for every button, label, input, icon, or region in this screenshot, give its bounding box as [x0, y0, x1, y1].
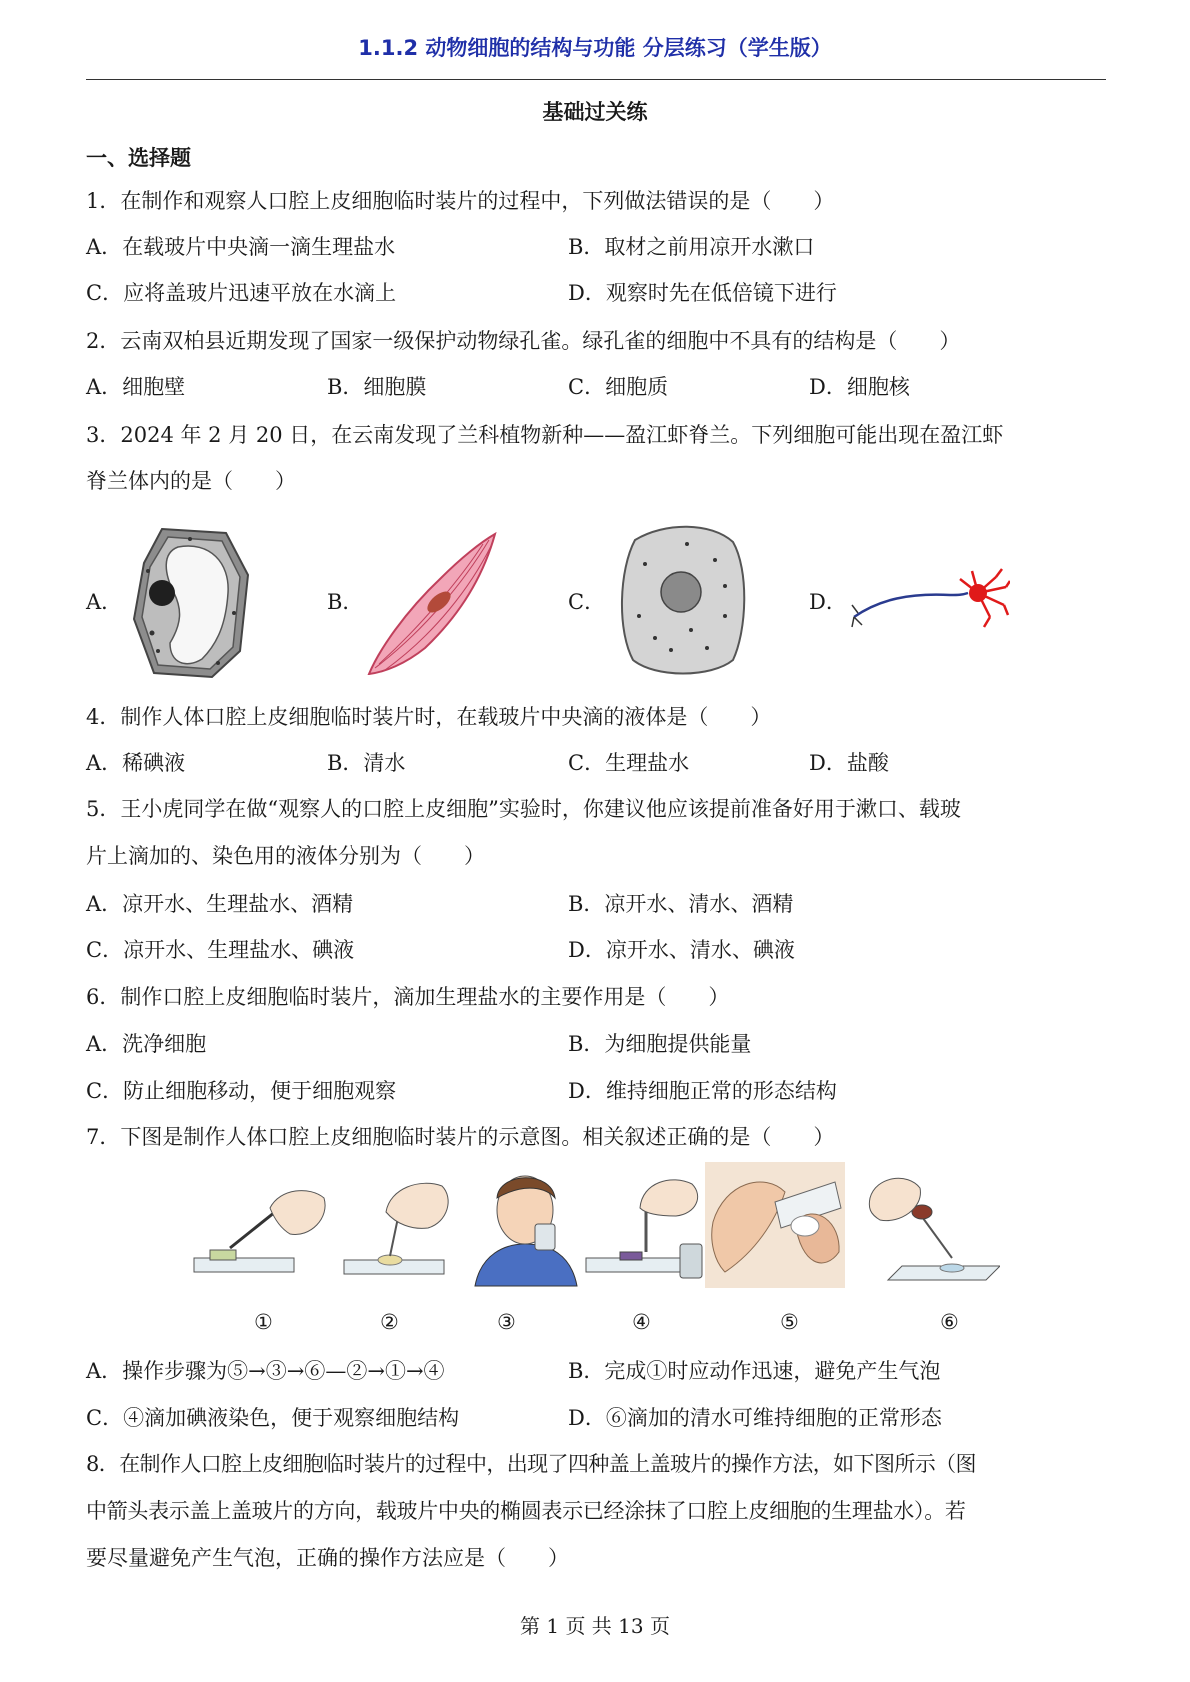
header-divider: [86, 79, 1106, 80]
question-1-stem: 1．在制作和观察人口腔上皮细胞临时装片的过程中，下列做法错误的是（ ）: [86, 189, 835, 213]
question-5-stem-line-1: 5．王小虎同学在做“观察人的口腔上皮细胞”实验时，你建议他应该提前准备好用于漱口、载玻: [86, 797, 961, 821]
figure-label-2: ②: [380, 1310, 399, 1334]
question-2-option-d[interactable]: D．细胞核: [809, 375, 910, 399]
step-2-smear-image: [330, 1168, 460, 1288]
question-2-option-c[interactable]: C．细胞质: [568, 375, 669, 399]
question-6-option-a[interactable]: A．洗净细胞: [86, 1032, 207, 1056]
question-3-option-a[interactable]: A．: [86, 590, 123, 614]
question-3-stem-line-1: 3．2024 年 2 月 20 日，在云南发现了兰科植物新种——盈江虾脊兰。下列细胞可能出现在盈江虾: [86, 423, 1004, 447]
question-8-stem-line-3: 要尽量避免产生气泡，正确的操作方法应是（ ）: [86, 1546, 569, 1570]
question-2-option-b[interactable]: B．细胞膜: [327, 375, 427, 399]
question-8-stem-line-1: 8．在制作人口腔上皮细胞临时装片的过程中，出现了四种盖上盖玻片的操作方法，如下图所示（图: [86, 1452, 976, 1476]
question-5-option-d[interactable]: D．凉开水、清水、碘液: [568, 938, 795, 962]
question-5-stem-line-2: 片上滴加的、染色用的液体分别为（ ）: [86, 844, 485, 868]
question-1-option-d[interactable]: D．观察时先在低倍镜下进行: [568, 281, 837, 305]
question-2-option-a[interactable]: A．细胞壁: [86, 375, 186, 399]
step-1-coverslip-image: [190, 1168, 330, 1288]
question-3-option-d[interactable]: D．: [809, 590, 847, 614]
step-5-wipe-image: [705, 1162, 845, 1288]
figure-label-5: ⑤: [780, 1310, 799, 1334]
question-5-option-b[interactable]: B．凉开水、清水、酒精: [568, 892, 794, 916]
question-4-option-d[interactable]: D．盐酸: [809, 751, 889, 775]
question-7-stem: 7．下图是制作人体口腔上皮细胞临时装片的示意图。相关叙述正确的是（ ）: [86, 1125, 835, 1149]
question-6-option-b[interactable]: B．为细胞提供能量: [568, 1032, 752, 1056]
page-footer: 第 1 页 共 13 页: [520, 1614, 670, 1638]
question-5-option-c[interactable]: C．凉开水、生理盐水、碘液: [86, 938, 355, 962]
question-1-option-b[interactable]: B．取材之前用凉开水漱口: [568, 235, 815, 259]
neuron-image: [850, 565, 1010, 635]
question-7-option-c[interactable]: C．④滴加碘液染色，便于观察细胞结构: [86, 1406, 460, 1430]
question-2-stem: 2．云南双柏县近期发现了国家一级保护动物绿孔雀。绿孔雀的细胞中不具有的结构是（ ）: [86, 329, 961, 353]
question-3-stem-line-2: 脊兰体内的是（ ）: [86, 469, 296, 493]
figure-label-6: ⑥: [940, 1310, 959, 1334]
plant-cell-image: [130, 523, 260, 683]
figure-label-4: ④: [632, 1310, 651, 1334]
step-3-rinse-image: [465, 1158, 585, 1288]
figure-label-3: ③: [497, 1310, 516, 1334]
question-4-option-b[interactable]: B．清水: [327, 751, 406, 775]
question-6-option-d[interactable]: D．维持细胞正常的形态结构: [568, 1079, 837, 1103]
question-1-option-c[interactable]: C．应将盖玻片迅速平放在水滴上: [86, 281, 397, 305]
question-7-option-a[interactable]: A．操作步骤为⑤→③→⑥—②→①→④: [86, 1359, 445, 1383]
animal-cell-image: [615, 520, 750, 680]
question-5-option-a[interactable]: A．凉开水、生理盐水、酒精: [86, 892, 354, 916]
step-6-drop-image: [860, 1168, 1000, 1288]
step-4-stain-image: [580, 1168, 715, 1288]
question-4-option-c[interactable]: C．生理盐水: [568, 751, 690, 775]
question-3-option-b[interactable]: B．: [327, 590, 364, 614]
question-7-option-b[interactable]: B．完成①时应动作迅速，避免产生气泡: [568, 1359, 941, 1383]
question-4-option-a[interactable]: A．稀碘液: [86, 751, 186, 775]
question-6-stem: 6．制作口腔上皮细胞临时装片，滴加生理盐水的主要作用是（ ）: [86, 985, 730, 1009]
part-heading: 一、选择题: [86, 146, 191, 170]
question-3-option-c[interactable]: C．: [568, 590, 606, 614]
muscle-cell-image: [365, 530, 500, 675]
question-8-stem-line-2: 中箭头表示盖上盖玻片的方向，载玻片中央的椭圆表示已经涂抹了口腔上皮细胞的生理盐水）。若: [86, 1499, 966, 1523]
question-4-stem: 4．制作人体口腔上皮细胞临时装片时，在载玻片中央滴的液体是（ ）: [86, 705, 772, 729]
figure-label-1: ①: [254, 1310, 273, 1334]
question-6-option-c[interactable]: C．防止细胞移动，便于细胞观察: [86, 1079, 397, 1103]
worksheet-title: 1.1.2 动物细胞的结构与功能 分层练习（学生版）: [358, 36, 832, 60]
question-7-option-d[interactable]: D．⑥滴加的清水可维持细胞的正常形态: [568, 1406, 942, 1430]
question-1-option-a[interactable]: A．在载玻片中央滴一滴生理盐水: [86, 235, 396, 259]
section-title: 基础过关练: [542, 100, 648, 124]
